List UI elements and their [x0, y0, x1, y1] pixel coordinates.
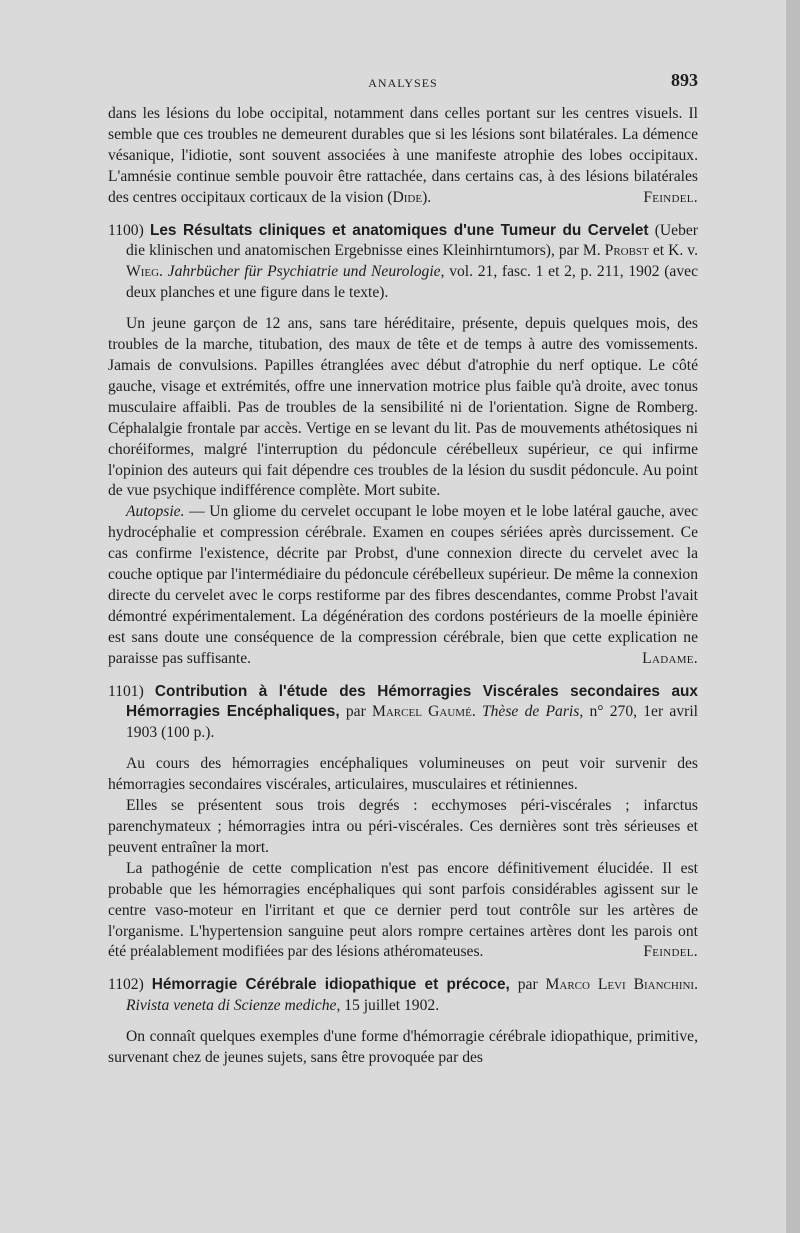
- page-number: 893: [671, 70, 698, 90]
- author-name: Wieg: [126, 263, 160, 281]
- journal-name: Rivista veneta di Scienze mediche: [126, 997, 337, 1015]
- entry-number: 1102): [108, 976, 144, 994]
- body-paragraph: Au cours des hémorragies encéphaliques volumineuses on peut voir survenir des hémorragies secondaires viscérales, articulaires, musculaires et rétiniennes.: [108, 755, 698, 794]
- running-title: ANALYSES: [368, 76, 438, 90]
- entry-heading: 1101) Contribution à l'étude des Hémorragies Viscérales secondaires aux Hémorragies Encéphaliques, par Marcel Gaumé. Thèse de Paris, n° 270, 1er avril 1903 (100 p.).: [108, 682, 698, 742]
- autopsy-paragraph: Autopsie. — Un gliome du cervelet occupant le lobe moyen et le lobe latéral gauche, avec hydrocéphalie et compression cérébrale. Examen en coupes sériées après durcissement. Ce cas confirme l'existence, décrite par Probst, d'une connexion directe du cervelet avec la couche optique par l'intermédiaire du pédoncule cérébelleux supérieur. De même la connexion directe du cervelet avec le corps restiforme par des fibres descendantes, comme Probst l'avait démontré expérimentalement. La dégénération des cordons postérieurs de la moelle épinière est sans doute une conséquence de la compression cérébrale, bien que cette explication ne paraisse pas suffisante. Ladame.: [108, 502, 698, 669]
- text-column: [108, 104, 698, 1069]
- signature: Ladame.: [642, 649, 698, 667]
- author-name: Marco Levi Bianchini: [545, 976, 695, 994]
- entry-title: Contribution à l'étude des Hémorragies Viscérales secondaires aux Hémorragies Encéphaliques,: [126, 682, 698, 721]
- body-paragraph: La pathogénie de cette complication n'est pas encore définitivement élucidée. Il est probable que les hémorragies encéphaliques qui sont parfois considérables agissent sur le centre vaso-moteur en l'irritant et que ce dernier perd tout contrôle sur les artères de l'organisme. L'hypertension sanguine peut alors rompre certaines artères dont les parois ont été préalablement modifiées par des lésions athéromateuses. Feindel.: [108, 859, 698, 964]
- body-paragraph: Elles se présentent sous trois degrés : ecchymoses péri-viscérales ; infarctus parenchymateux ; hémorragies intra ou péri-viscérales. Ces dernières sont très sérieuses et peuvent entraîner la mort.: [108, 797, 698, 856]
- body-paragraph: On connaît quelques exemples d'une forme d'hémorragie cérébrale idiopathique, primitive, survenant chez de jeunes sujets, sans être provoquée par des: [108, 1028, 698, 1067]
- author-name: Probst: [604, 242, 649, 260]
- autopsy-label: Autopsie.: [126, 503, 185, 521]
- journal-name: Jahrbücher für Psychiatrie und Neurologie: [167, 263, 441, 281]
- signature: Feindel.: [643, 188, 698, 206]
- page-edge: [786, 0, 800, 1233]
- entry-title: Les Résultats cliniques et anatomiques d'une Tumeur du Cervelet: [149, 221, 649, 239]
- journal-name: Thèse de Paris: [481, 703, 580, 721]
- entry-heading: 1102) Hémorragie Cérébrale idiopathique et précoce, par Marco Levi Bianchini. Rivista veneta di Scienze mediche, 15 juillet 1902.: [108, 976, 699, 1015]
- entry-title: Hémorragie Cérébrale idiopathique et précoce,: [151, 976, 510, 994]
- entry-number: 1101): [108, 682, 144, 700]
- cited-author: Dide: [392, 188, 423, 206]
- abstract-entry-1102: [108, 975, 698, 1069]
- page-header: [108, 70, 698, 94]
- abstract-entry-1101: [108, 682, 698, 964]
- entry-heading: 1100) Les Résultats cliniques et anatomiques d'une Tumeur du Cervelet (Ueber die klinischen und anatomischen Ergebnisse eines Kleinhirntumors), par M. Probst et K. v. Wieg. Jahrbücher für Psychiatrie und Neurologie, vol. 21, fasc. 1 et 2, p. 211, 1902 (avec deux planches et une figure dans le texte).: [108, 221, 698, 302]
- abstract-entry-1100: [108, 221, 698, 670]
- body-paragraph: Un jeune garçon de 12 ans, sans tare héréditaire, présente, depuis quelques mois, des troubles de la marche, titubation, des maux de tête et de temps à autre des vomissements. Jamais de convulsions. Papilles étranglées avec début d'atrophie du nerf optique. Le côté gauche, visage et extrémités, offre une innervation motrice plus faible qu'à droite, avec tonus musculaire affaibli. Pas de troubles de la sensibilité ni de l'orientation. Signe de Romberg. Céphalalgie frontale par accès. Vertige en se levant du lit. Pas de mouvements athétosiques ni choréiformes, malgré l'interruption du pédoncule cérébelleux supérieur, ce qui infirme l'opinion des auteurs qui fait dépendre ces troubles de la lésion du susdit pédoncule. Au point de vue psychique indifférence complète. Mort subite.: [108, 315, 698, 500]
- author-name: Marcel Gaumé: [372, 703, 472, 721]
- signature: Feindel.: [643, 943, 698, 961]
- intro-paragraph: dans les lésions du lobe occipital, notamment dans celles portant sur les centres visuels. Il semble que ces troubles ne demeurent durables que si les lésions sont bilatérales. La démence vésanique, l'idiotie, sont souvent associées à une manifeste atrophie des lobes occipitaux. L'amnésie continue semble pouvoir être rattachée, dans certains cas, à des lésions bilatérales des centres occipitaux corticaux de la vision (Dide). Feindel.: [108, 104, 698, 209]
- entry-number: 1100): [108, 221, 144, 239]
